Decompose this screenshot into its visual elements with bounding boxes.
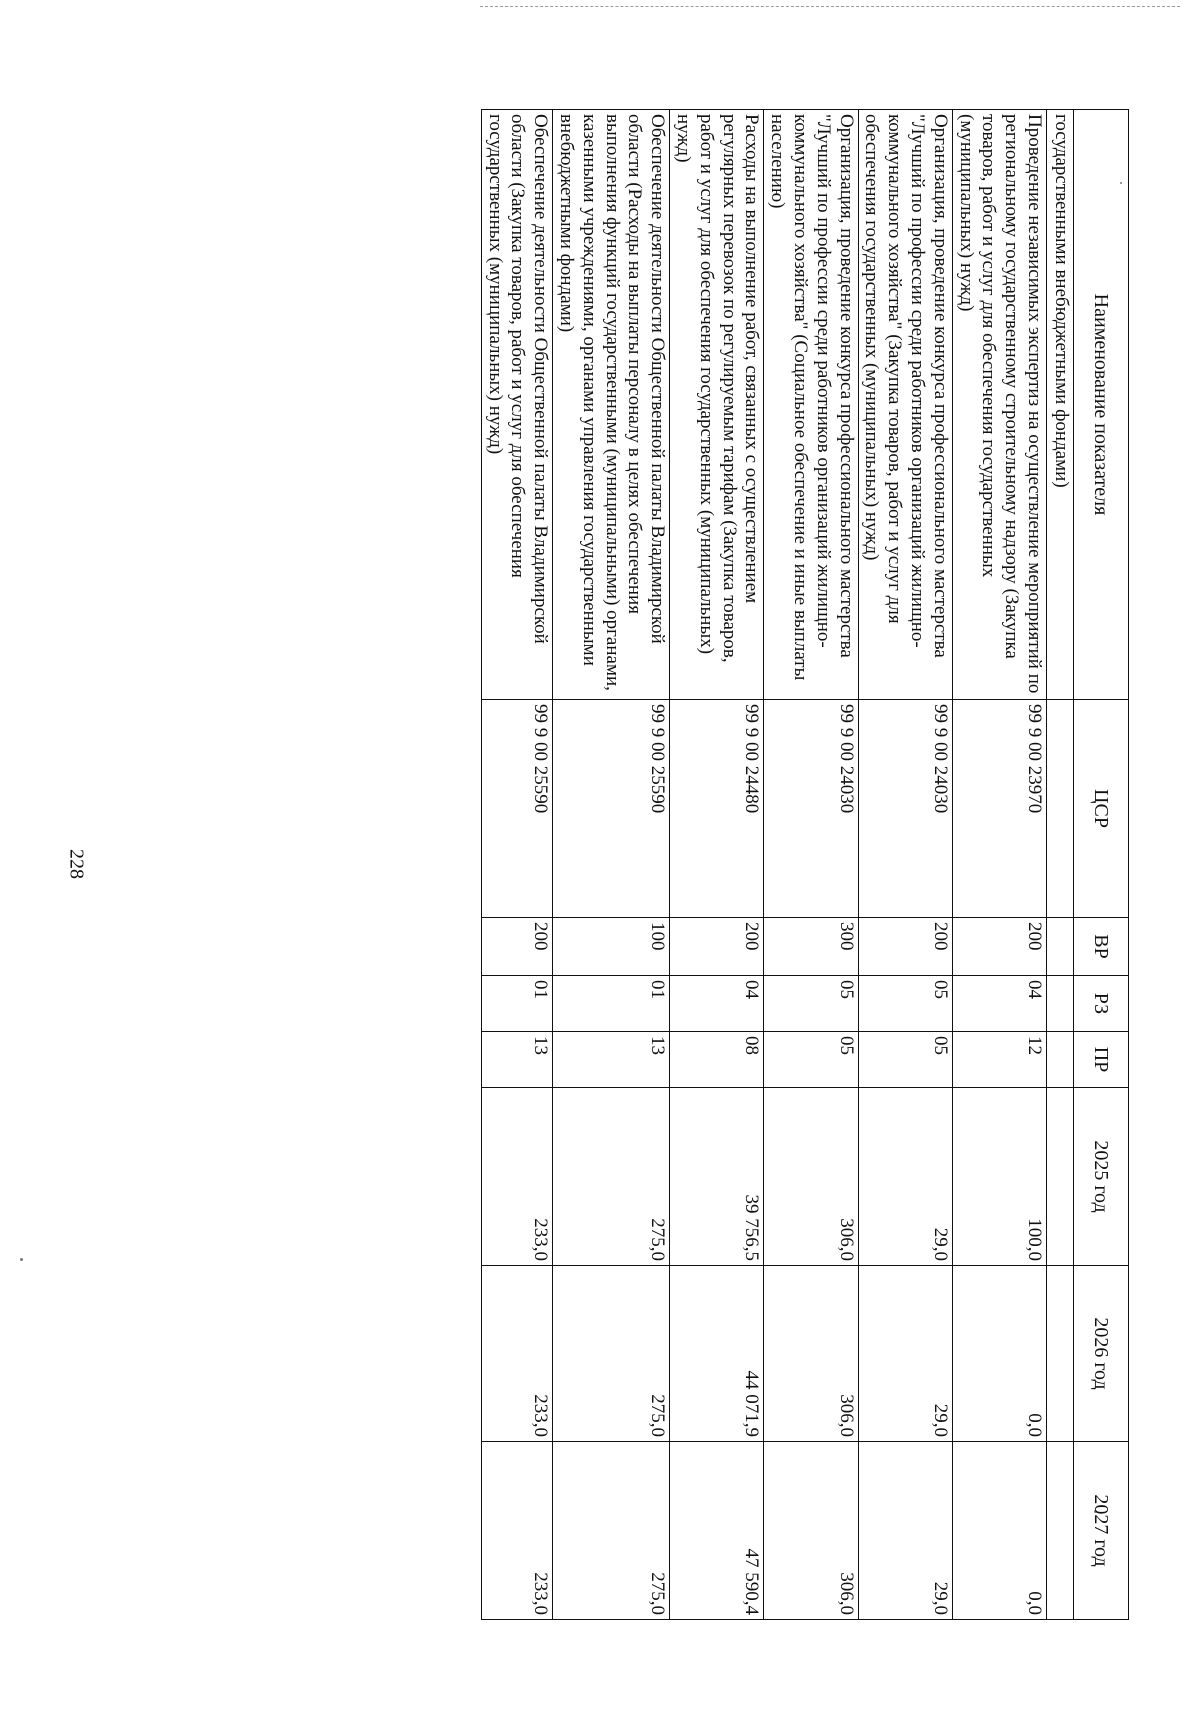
row-2027: 29,0 bbox=[858, 1442, 952, 1620]
header-2025: 2025 год bbox=[1074, 1088, 1129, 1266]
empty-cell bbox=[1047, 976, 1074, 1032]
row-2025: 275,0 bbox=[553, 1088, 670, 1266]
continuation-text: государственными внебюджетными фондами) bbox=[1047, 110, 1074, 700]
header-2026: 2026 год bbox=[1074, 1266, 1129, 1442]
row-rz: 04 bbox=[670, 976, 764, 1032]
row-rz: 05 bbox=[858, 976, 952, 1032]
empty-cell bbox=[1047, 1442, 1074, 1620]
row-csr: 99 9 00 23970 bbox=[952, 700, 1046, 918]
row-2026: 306,0 bbox=[764, 1266, 858, 1442]
row-2026: 233,0 bbox=[481, 1266, 552, 1442]
row-pr: 13 bbox=[481, 1032, 552, 1088]
page-number: 228 bbox=[65, 849, 88, 879]
row-name: Проведение независимых экспертиз на осуществление мероприятий по региональному государственному строительному надзору (Закупка товаров, работ и услуг для обеспечения государственных (муниципальных) нужд) bbox=[952, 110, 1046, 700]
row-csr: 99 9 00 24030 bbox=[858, 700, 952, 918]
header-name: Наименование показателя bbox=[1074, 110, 1129, 700]
header-2027: 2027 год bbox=[1074, 1442, 1129, 1620]
row-2026: 29,0 bbox=[858, 1266, 952, 1442]
row-rz: 05 bbox=[764, 976, 858, 1032]
row-csr: 99 9 00 25590 bbox=[481, 700, 552, 918]
row-vr: 200 bbox=[670, 918, 764, 976]
row-pr: 12 bbox=[952, 1032, 1046, 1088]
row-vr: 200 bbox=[858, 918, 952, 976]
row-vr: 200 bbox=[952, 918, 1046, 976]
empty-cell bbox=[1047, 1088, 1074, 1266]
row-2027: 275,0 bbox=[553, 1442, 670, 1620]
empty-cell bbox=[1047, 1266, 1074, 1442]
row-vr: 200 bbox=[481, 918, 552, 976]
row-rz: 04 bbox=[952, 976, 1046, 1032]
row-2025: 233,0 bbox=[481, 1088, 552, 1266]
row-2026: 44 071,9 bbox=[670, 1266, 764, 1442]
table-row bbox=[670, 110, 764, 1620]
continuation-row bbox=[1047, 110, 1074, 1620]
table-row bbox=[952, 110, 1046, 1620]
row-2027: 233,0 bbox=[481, 1442, 552, 1620]
row-2025: 100,0 bbox=[952, 1088, 1046, 1266]
header-vr: ВР bbox=[1074, 918, 1129, 976]
row-2026: 0,0 bbox=[952, 1266, 1046, 1442]
row-pr: 05 bbox=[858, 1032, 952, 1088]
row-csr: 99 9 00 25590 bbox=[553, 700, 670, 918]
rotated-page bbox=[169, 109, 1129, 1619]
empty-cell bbox=[1047, 918, 1074, 976]
row-name: Организация, проведение конкурса профессионального мастерства "Лучший по профессии среди работников организаций жилищно-коммунального хозяйства" (Социальное обеспечение и иные выплаты населению) bbox=[764, 110, 858, 700]
scan-artifact-line bbox=[480, 6, 1180, 7]
row-2027: 47 590,4 bbox=[670, 1442, 764, 1620]
row-csr: 99 9 00 24030 bbox=[764, 700, 858, 918]
header-row bbox=[1074, 110, 1129, 1620]
table-row bbox=[553, 110, 670, 1620]
header-pr: ПР bbox=[1074, 1032, 1129, 1088]
row-vr: 300 bbox=[764, 918, 858, 976]
row-vr: 100 bbox=[553, 918, 670, 976]
table-row bbox=[481, 110, 552, 1620]
row-pr: 13 bbox=[553, 1032, 670, 1088]
row-pr: 05 bbox=[764, 1032, 858, 1088]
row-name: Организация, проведение конкурса профессионального мастерства "Лучший по профессии среди работников организаций жилищно-коммунального хозяйства" (Закупка товаров, работ и услуг для обеспечения государственных (муниципальных) нужд) bbox=[858, 110, 952, 700]
table-row bbox=[764, 110, 858, 1620]
scan-artifact-dot bbox=[20, 1258, 23, 1261]
row-csr: 99 9 00 24480 bbox=[670, 700, 764, 918]
header-csr: ЦСР bbox=[1074, 700, 1129, 918]
row-2027: 0,0 bbox=[952, 1442, 1046, 1620]
budget-table bbox=[481, 109, 1129, 1620]
row-name: Расходы на выполнение работ, связанных с осуществлением регулярных перевозок по регулируемым тарифам (Закупка товаров, работ и услуг для обеспечения государственных (муниципальных) нужд) bbox=[670, 110, 764, 700]
empty-cell bbox=[1047, 700, 1074, 918]
row-name: Обеспечение деятельности Общественной палаты Владимирской области (Закупка товаров, работ и услуг для обеспечения государственных (муниципальных) нужд) bbox=[481, 110, 552, 700]
row-2025: 29,0 bbox=[858, 1088, 952, 1266]
header-rz: РЗ bbox=[1074, 976, 1129, 1032]
row-rz: 01 bbox=[481, 976, 552, 1032]
table-row bbox=[858, 110, 952, 1620]
row-pr: 08 bbox=[670, 1032, 764, 1088]
empty-cell bbox=[1047, 1032, 1074, 1088]
row-2026: 275,0 bbox=[553, 1266, 670, 1442]
row-2025: 39 756,5 bbox=[670, 1088, 764, 1266]
row-name: Обеспечение деятельности Общественной палаты Владимирской области (Расходы на выплаты персоналу в целях обеспечения выполнения функций государственными (муниципальными) органами, казенными учреждениями, органами управления государственными внебюджетными фондами) bbox=[553, 110, 670, 700]
row-2025: 306,0 bbox=[764, 1088, 858, 1266]
row-2027: 306,0 bbox=[764, 1442, 858, 1620]
row-rz: 01 bbox=[553, 976, 670, 1032]
